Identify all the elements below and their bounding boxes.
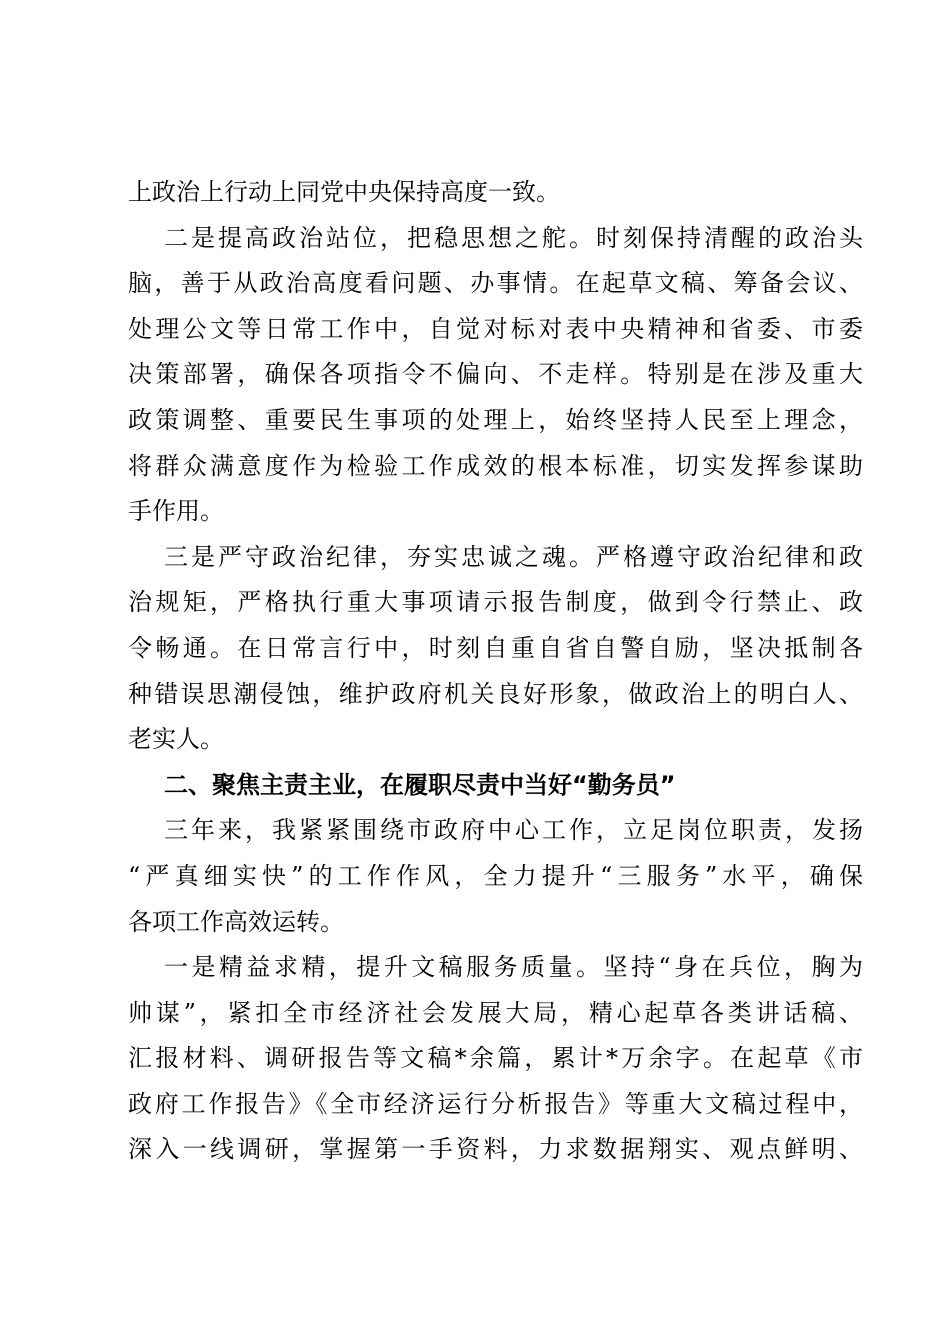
- paragraph-line: 汇报材料、调研报告等文稿*余篇，累计*万余字。在起草《市: [128, 1044, 863, 1073]
- paragraph-line: “严真细实快”的工作作风，全力提升“三服务”水平，确保: [128, 861, 863, 890]
- paragraph-line: 帅谋”，紧扣全市经济社会发展大局，精心起草各类讲话稿、: [128, 998, 863, 1027]
- paragraph-line: 二是提高政治站位，把稳思想之舵。时刻保持清醒的政治头: [164, 223, 863, 252]
- paragraph-line: 三是严守政治纪律，夯实忠诚之魂。严格遵守政治纪律和政: [164, 542, 863, 571]
- paragraph-line: 三年来，我紧紧围绕市政府中心工作，立足岗位职责，发扬: [164, 816, 863, 845]
- paragraph-line: 手作用。: [128, 497, 224, 526]
- paragraph-line: 治规矩，严格执行重大事项请示报告制度，做到令行禁止、政: [128, 588, 863, 617]
- paragraph-line: 种错误思潮侵蚀，维护政府机关良好形象，做政治上的明白人、: [128, 679, 863, 708]
- paragraph-line: 令畅通。在日常言行中，时刻自重自省自警自励，坚决抵制各: [128, 633, 863, 662]
- document-body: [128, 170, 863, 1173]
- paragraph-line: 一是精益求精，提升文稿服务质量。坚持“身在兵位，胸为: [164, 953, 863, 982]
- paragraph-line: 老实人。: [128, 725, 224, 754]
- paragraph-line: 政府工作报告》《全市经济运行分析报告》等重大文稿过程中，: [128, 1089, 863, 1118]
- paragraph-line: 将群众满意度作为检验工作成效的根本标准，切实发挥参谋助: [128, 451, 863, 480]
- paragraph-line: 各项工作高效运转。: [128, 907, 344, 936]
- paragraph-line: 脑，善于从政治高度看问题、办事情。在起草文稿、筹备会议、: [128, 269, 863, 298]
- paragraph-line: 政策调整、重要民生事项的处理上，始终坚持人民至上理念，: [128, 405, 863, 434]
- paragraph-line: 深入一线调研，掌握第一手资料，力求数据翔实、观点鲜明、: [128, 1135, 863, 1164]
- section-heading: 二、聚焦主责主业，在履职尽责中当好“勤务员”: [164, 770, 676, 799]
- paragraph-line: 决策部署，确保各项指令不偏向、不走样。特别是在涉及重大: [128, 360, 863, 389]
- paragraph-line: 处理公文等日常工作中，自觉对标对表中央精神和省委、市委: [128, 314, 863, 343]
- paragraph-line: 上政治上行动上同党中央保持高度一致。: [128, 178, 560, 206]
